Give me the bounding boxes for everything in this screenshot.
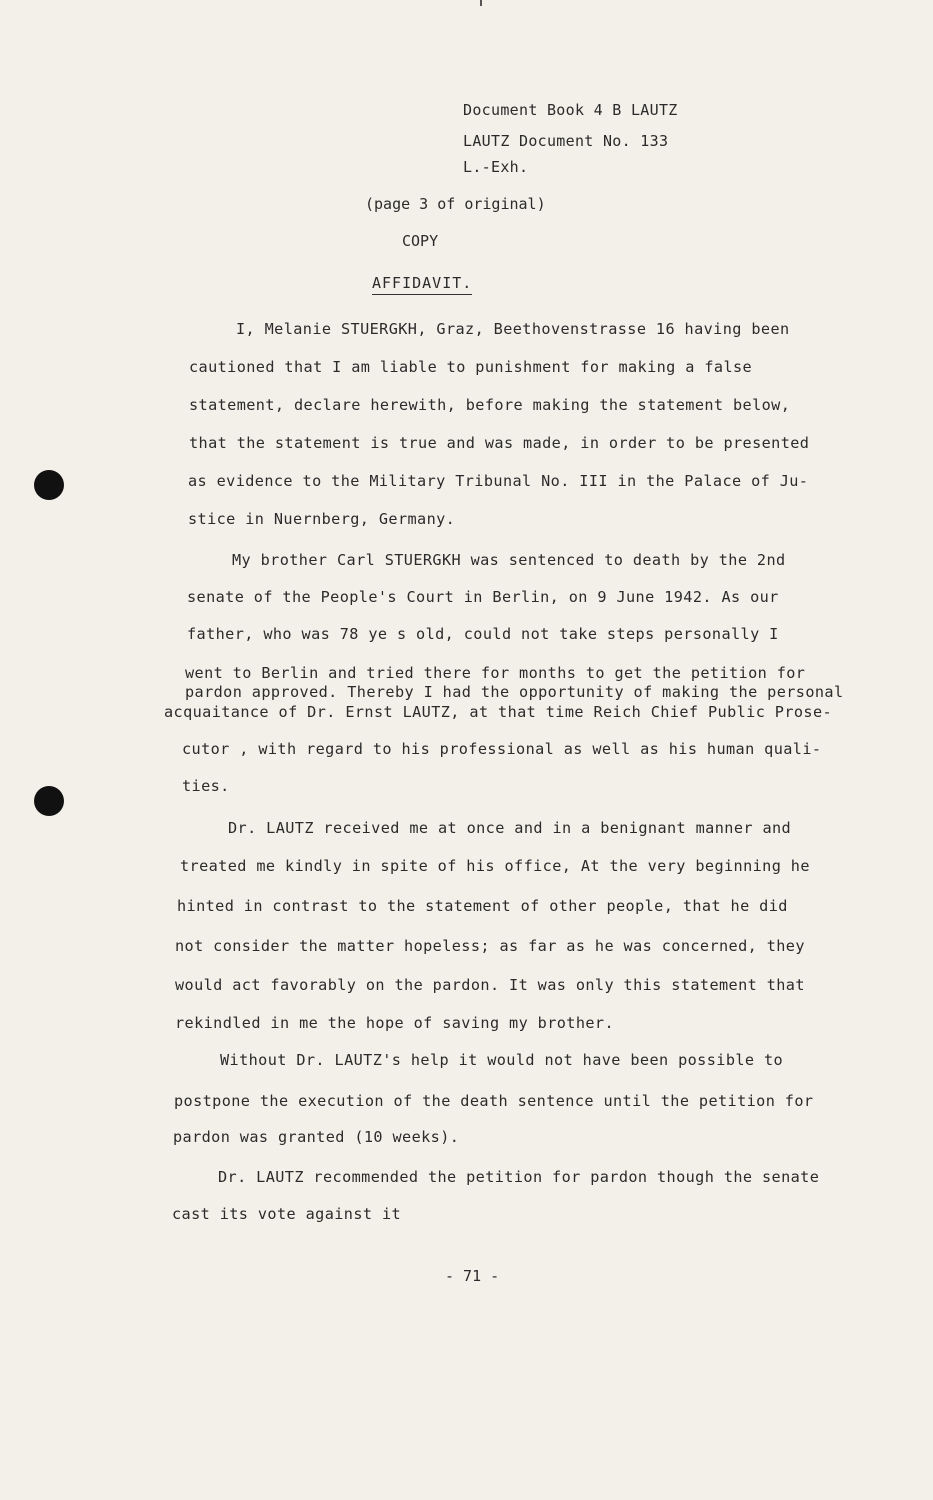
body-line: not consider the matter hopeless; as far as he was concerned, they <box>175 937 805 955</box>
top-edge-mark <box>480 0 482 6</box>
body-line: father, who was 78 ye s old, could not take steps personally I <box>187 625 779 643</box>
body-line: Without Dr. LAUTZ's help it would not have been possible to <box>220 1051 784 1069</box>
header-document-number: LAUTZ Document No. 133 <box>463 132 669 150</box>
body-line: would act favorably on the pardon. It was only this statement that <box>175 976 805 994</box>
body-line: cutor , with regard to his professional as well as his human quali- <box>182 740 822 758</box>
body-line: that the statement is true and was made, in order to be presented <box>189 434 810 452</box>
binder-hole <box>34 470 64 500</box>
body-line: hinted in contrast to the statement of other people, that he did <box>177 897 788 915</box>
body-line: Dr. LAUTZ received me at once and in a benignant manner and <box>228 819 792 837</box>
body-line: senate of the People's Court in Berlin, on 9 June 1942. As our <box>187 588 779 606</box>
body-line: rekindled in me the hope of saving my brother. <box>175 1014 615 1032</box>
binder-hole <box>34 786 64 816</box>
document-title: AFFIDAVIT. <box>372 274 472 295</box>
body-line: ties. <box>182 777 230 795</box>
body-line: pardon was granted (10 weeks). <box>173 1128 460 1146</box>
header-document-book: Document Book 4 B LAUTZ <box>463 101 678 119</box>
body-line: cast its vote against it <box>172 1205 402 1223</box>
body-line: as evidence to the Military Tribunal No. III in the Palace of Ju- <box>188 472 809 490</box>
body-line: I, Melanie STUERGKH, Graz, Beethovenstrasse 16 having been <box>236 320 790 338</box>
body-line: statement, declare herewith, before making the statement below, <box>189 396 791 414</box>
body-line: Dr. LAUTZ recommended the petition for pardon though the senate <box>218 1168 820 1186</box>
header-exhibit: L.-Exh. <box>463 158 529 176</box>
body-line: went to Berlin and tried there for months to get the petition for <box>185 664 806 682</box>
copy-label: COPY <box>402 232 439 250</box>
page-number: - 71 - <box>445 1267 500 1285</box>
body-line: My brother Carl STUERGKH was sentenced to death by the 2nd <box>232 551 786 569</box>
body-line: stice in Nuernberg, Germany. <box>188 510 456 528</box>
body-line: pardon approved. Thereby I had the opportunity of making the personal <box>185 683 844 701</box>
body-line: postpone the execution of the death sentence until the petition for <box>174 1092 814 1110</box>
body-line: cautioned that I am liable to punishment for making a false <box>189 358 753 376</box>
page-reference: (page 3 of original) <box>365 195 546 213</box>
body-line: acquaitance of Dr. Ernst LAUTZ, at that time Reich Chief Public Prose- <box>164 703 833 721</box>
body-line: treated me kindly in spite of his office, At the very beginning he <box>180 857 810 875</box>
